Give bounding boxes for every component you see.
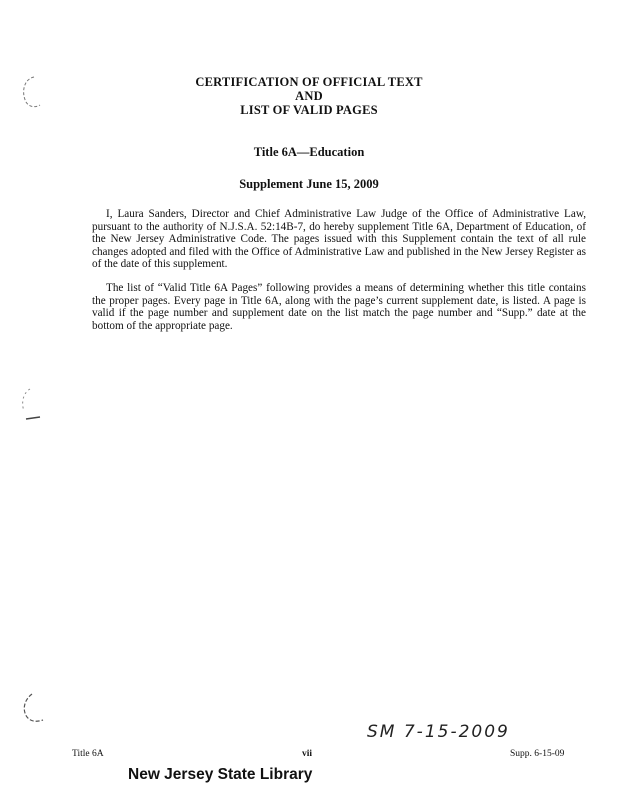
header-line-1: CERTIFICATION OF OFFICIAL TEXT (195, 75, 423, 89)
header-line-3: LIST OF VALID PAGES (240, 103, 378, 117)
certification-paragraph: I, Laura Sanders, Director and Chief Administrative Law Judge of the Office of Administrative Law, pursuant to the authority of N.J.S.A. 52:14B-7, do hereby supplement Title 6A, Department of Education, of the New Jersey Administrative Code. The pages issued with this Supplement contain the text of all rule changes adopted and filed with the Office of Administrative Law and published in the New Jersey Register as of the date of this supplement. (92, 208, 586, 271)
supplement-date: Supplement June 15, 2009 (239, 177, 379, 191)
library-stamp: New Jersey State Library (128, 766, 313, 783)
punch-hole-mark-bottom (18, 690, 48, 726)
footer-page-number: vii (302, 749, 313, 759)
footer-title: Title 6A (72, 749, 104, 759)
handwritten-date-stamp: SM 7-15-2009 (367, 722, 510, 742)
document-title: Title 6A—Education (253, 145, 365, 159)
header-line-2: AND (295, 89, 323, 103)
footer-supplement-date: Supp. 6-15-09 (510, 749, 565, 759)
valid-pages-paragraph: The list of “Valid Title 6A Pages” following provides a means of determining whether this title contains the proper pages. Every page in Title 6A, along with the page’s current supplement date, is listed. A page is valid if the page number and supplement date on the list match the page number and “Supp.” date at the bottom of the appropriate page. (92, 282, 586, 332)
punch-hole-mark-middle (16, 385, 46, 425)
